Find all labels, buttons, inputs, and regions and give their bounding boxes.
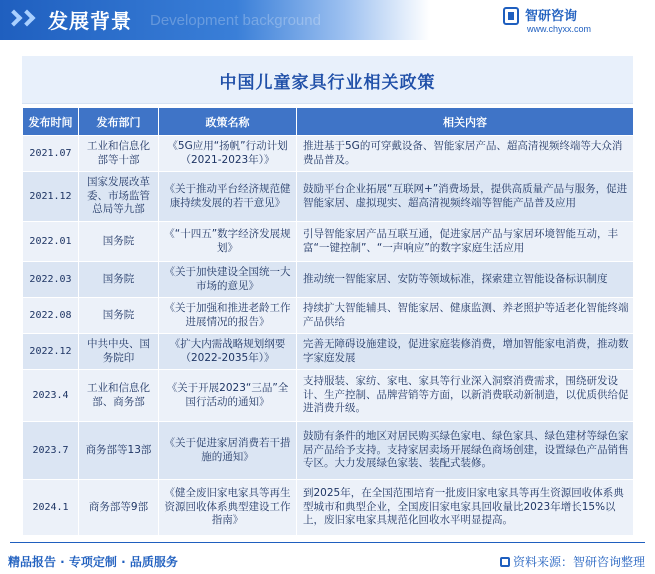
cell-date: 2021.12 <box>23 172 79 222</box>
cell-content: 推动统一智能家居、安防等领域标准，探索建立智能设备标识制度 <box>297 262 634 298</box>
cell-policy: 《扩大内需战略规划纲要（2022-2035年）》 <box>159 334 297 370</box>
cell-dept: 工业和信息化部、商务部 <box>79 370 159 422</box>
cell-date: 2022.08 <box>23 298 79 334</box>
table-header-row <box>23 108 634 136</box>
logo-name: 智研咨询 <box>525 9 578 24</box>
header-policy: 政策名称 <box>159 108 297 136</box>
brand-logo <box>503 5 643 39</box>
policy-table <box>22 107 634 536</box>
double-chevron-icon <box>8 10 44 30</box>
header-banner <box>0 0 430 40</box>
table-row <box>23 136 634 172</box>
cell-content: 持续扩大智能辅具、智能家居、健康监测、养老照护等适老化智能终端产品供给 <box>297 298 634 334</box>
cell-content: 完善无障碍设施建设，促进家庭装修消费，增加智能家电消费，推动数字家庭发展 <box>297 334 634 370</box>
cell-date: 2022.03 <box>23 262 79 298</box>
header-date: 发布时间 <box>23 108 79 136</box>
cell-policy: 《关于加强和推进老龄工作进展情况的报告》 <box>159 298 297 334</box>
table-row <box>23 262 634 298</box>
cell-content: 支持服装、家纺、家电、家具等行业深入洞察消费需求，围绕研发设计、生产控制、品牌营销等方面，以新消费联动新制造，以优质供给促进消费升级。 <box>297 370 634 422</box>
header <box>0 0 655 40</box>
cell-policy: 《关于加快建设全国统一大市场的意见》 <box>159 262 297 298</box>
table-title-card <box>22 56 633 104</box>
cell-date: 2023.7 <box>23 422 79 480</box>
table-row <box>23 172 634 222</box>
cell-dept: 工业和信息化部等十部 <box>79 136 159 172</box>
cell-date: 2022.12 <box>23 334 79 370</box>
cell-date: 2024.1 <box>23 480 79 536</box>
cell-date: 2023.4 <box>23 370 79 422</box>
cell-policy: 《健全废旧家电家具等再生资源回收体系典型建设工作指南》 <box>159 480 297 536</box>
cell-policy: 《关于促进家居消费若干措施的通知》 <box>159 422 297 480</box>
logo-url: www.chyxx.com <box>527 24 592 34</box>
cell-content: 引导智能家居产品互联互通，促进家居产品与家居环境智能互动，丰富“一键控制”、“一声响应”的数字家庭生活应用 <box>297 222 634 262</box>
cell-dept: 商务部等9部 <box>79 480 159 536</box>
table-row <box>23 298 634 334</box>
cell-content: 鼓励平台企业拓展“互联网+”消费场景，提供高质量产品与服务，促进智能家居、虚拟现实、超高清视频终端等智能产品普及应用 <box>297 172 634 222</box>
section-title: 发展背景 <box>48 9 132 33</box>
table-row <box>23 422 634 480</box>
cell-content: 鼓励有条件的地区对居民购买绿色家电、绿色家具、绿色建材等绿色家居产品给予支持。支持家居卖场开展绿色商场创建，设置绿色产品销售专区。大力发展绿色家装、装配式装修。 <box>297 422 634 480</box>
section-subtitle-watermark: Development background <box>150 12 321 29</box>
table-row <box>23 334 634 370</box>
cell-dept: 国务院 <box>79 222 159 262</box>
header-content: 相关内容 <box>297 108 634 136</box>
cell-dept: 国务院 <box>79 262 159 298</box>
cell-dept: 中共中央、国务院印 <box>79 334 159 370</box>
footer-divider <box>10 542 645 543</box>
table-row <box>23 480 634 536</box>
footer-tagline: 精品报告 · 专项定制 · 品质服务 <box>8 555 178 569</box>
cell-date: 2022.01 <box>23 222 79 262</box>
cell-policy: 《关于推动平台经济规范健康持续发展的若干意见》 <box>159 172 297 222</box>
cell-dept: 商务部等13部 <box>79 422 159 480</box>
footer <box>0 540 655 574</box>
source-logo-icon <box>500 557 510 567</box>
logo-icon <box>503 7 519 25</box>
cell-content: 推进基于5G的可穿戴设备、智能家居产品、超高清视频终端等大众消费品普及。 <box>297 136 634 172</box>
cell-date: 2021.07 <box>23 136 79 172</box>
table-row <box>23 370 634 422</box>
cell-policy: 《“十四五”数字经济发展规划》 <box>159 222 297 262</box>
cell-dept: 国家发展改革委、市场监管总局等九部 <box>79 172 159 222</box>
table-title: 中国儿童家具行业相关政策 <box>219 73 436 93</box>
table-row <box>23 222 634 262</box>
cell-dept: 国务院 <box>79 298 159 334</box>
footer-source <box>500 553 645 570</box>
cell-policy: 《关于开展2023“三品”全国行活动的通知》 <box>159 370 297 422</box>
cell-content: 到2025年，在全国范围培育一批废旧家电家具等再生资源回收体系典型城市和典型企业，全国废旧家电家具回收量比2023年增长15%以上，废旧家电家具规范化回收水平明显提高。 <box>297 480 634 536</box>
footer-source-text: 资料来源：智研咨询整理 <box>512 555 645 569</box>
cell-policy: 《5G应用“扬帆”行动计划（2021-2023年）》 <box>159 136 297 172</box>
header-dept: 发布部门 <box>79 108 159 136</box>
